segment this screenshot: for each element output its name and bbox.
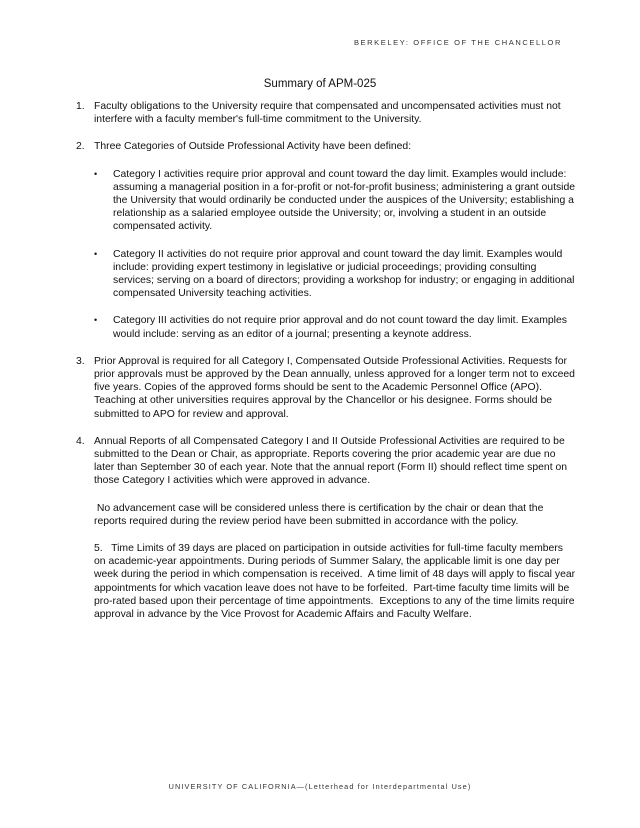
- bullet-icon: •: [94, 315, 98, 326]
- bullet-icon: •: [94, 168, 98, 179]
- item-text: Annual Reports of all Compensated Category I and II Outside Professional Activities are required to be submitted to the Dean or Chair, as appropriate. Reports covering the prior academic year are due no later than September 30 of each year. Note that the annual report (Form II) should reflect time spent on those Category I activities which were approved in advance.: [94, 435, 568, 487]
- bullet-text: Category II activities do not require prior approval and count toward the day limit. Examples would include: providing expert testimony in legislative or judicial proceedings; providing consulting services; serving on a board of directors; providing a workshop for industry; or engaging in additional compensated University teaching activities.: [113, 248, 575, 300]
- item-text: Three Categories of Outside Professional Activity have been defined:: [94, 141, 412, 153]
- list-item-2: [76, 140, 576, 153]
- item-text: Prior Approval is required for all Category I, Compensated Outside Professional Activities. Requests for prior approvals must be approved by the Dean annually, unless approved for a longer term not to exceed five years. Copies of the approved forms should be sent to the Academic Personnel Office (APO). Teaching at other universities requires approval by the Chancellor or his designee. Forms should be submitted to APO for review and approval.: [94, 355, 575, 420]
- letterhead: BERKELEY: OFFICE OF THE CHANCELLOR: [353, 38, 562, 47]
- list-item-3: [76, 355, 576, 421]
- item-number: 2.: [76, 141, 85, 153]
- page-title: Summary of APM-025: [263, 78, 377, 90]
- category-bullet-1: [94, 168, 576, 234]
- list-item-1: [76, 100, 576, 126]
- item-number: 3.: [76, 355, 85, 367]
- item-number: 1.: [76, 101, 85, 112]
- category-list: [94, 168, 576, 341]
- category-bullet-3: [94, 314, 576, 340]
- list-item-5: 5. Time Limits of 39 days are placed on participation in outside activities for full-time faculty members on academic-year appointments. During periods of Summer Salary, the applicable limit is one day per week during the period in which compensation is received. A time limit of 48 days will apply to fiscal year appointments for which vacation leave does not have to be forfeited. Part-time faculty time limits will be pro-rated based upon their percentage of time appointments. Exceptions to any of the time limits require approval in advance by the Vice Provost for Academic Affairs and Faculty Welfare.: [94, 543, 578, 621]
- bullet-icon: •: [94, 248, 98, 259]
- bullet-text: Category I activities require prior approval and count toward the day limit. Examples would include: assuming a managerial position in a for-profit or not-for-profit business; administering a grant outside the University that would ordinarily be conducted under the auspices of the University; establishing a relationship as a salaried employee outside the University; or, involving a student in an outside compensated activity.: [113, 168, 576, 233]
- item-text: Faculty obligations to the University require that compensated and uncompensated activities must not interfere with a faculty member's full-time commitment to the University.: [94, 101, 561, 126]
- document-body: [76, 100, 576, 621]
- advancement-note: No advancement case will be considered unless there is certification by the chair or dean that the reports required during the review period have been submitted in accordance with the policy.: [94, 502, 547, 527]
- bullet-text: Category III activities do not require prior approval and do not count toward the day limit. Examples would include: serving as an editor of a journal; presenting a keynote address.: [113, 315, 567, 340]
- item-number: 4.: [76, 435, 85, 447]
- footer: UNIVERSITY OF CALIFORNIA—(Letterhead for Interdepartmental Use): [168, 782, 472, 791]
- category-bullet-2: [94, 248, 576, 301]
- list-item-4: [76, 435, 576, 488]
